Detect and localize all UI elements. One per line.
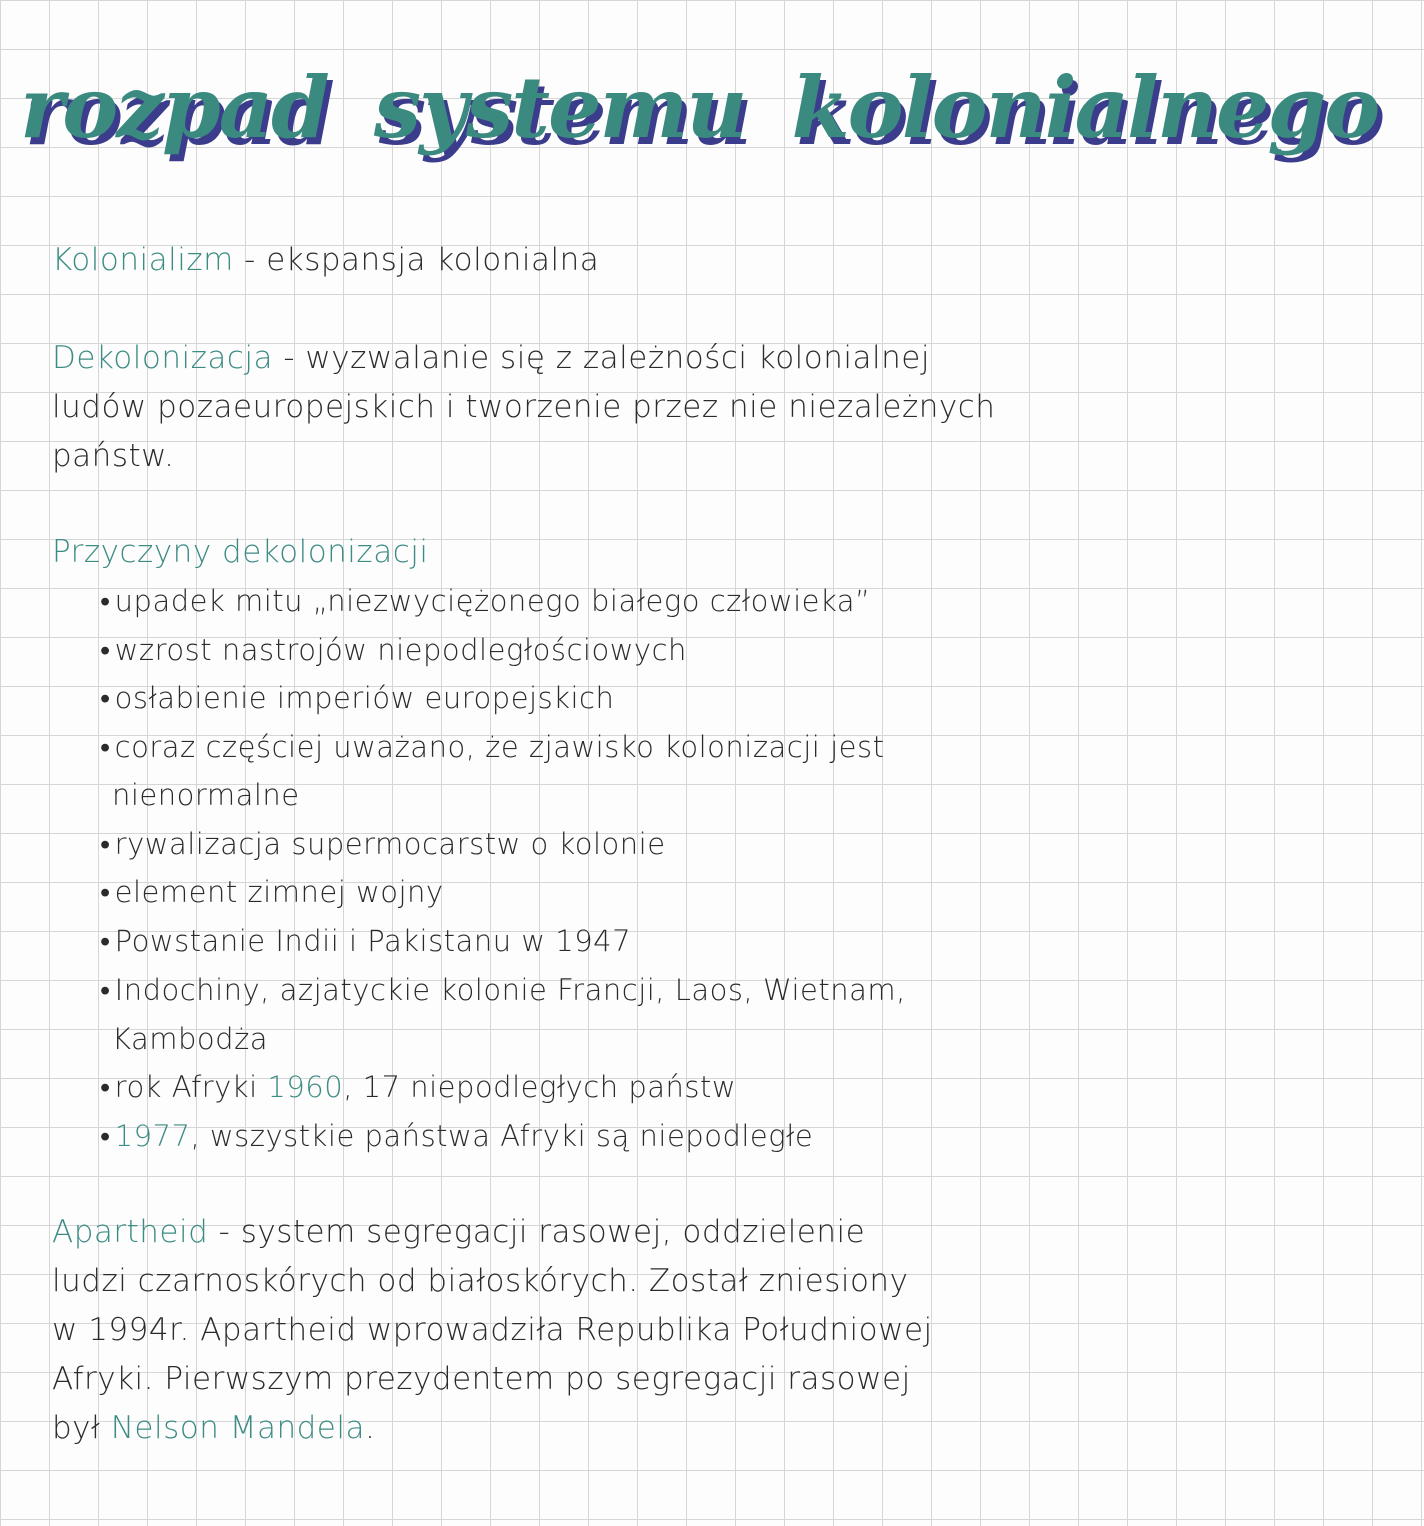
- list-item: • Powstanie Indii i Pakistanu w 1947: [100, 924, 632, 958]
- bullet-text: Powstanie Indii i Pakistanu w 1947: [114, 924, 632, 958]
- apartheid-text-post: .: [364, 1410, 376, 1446]
- list-item: • wzrost nastrojów niepodległościowych: [100, 633, 687, 667]
- year-1977: 1977: [114, 1119, 191, 1153]
- bullet-text: rywalizacja supermocarstw o kolonie: [114, 827, 666, 861]
- bullet-text: Indochiny, azjatyckie kolonie Francji, Laos, Wietnam,: [114, 973, 906, 1007]
- apartheid-text-pre: był: [52, 1410, 101, 1446]
- definition-apartheid-line2: ludzi czarnoskórych od białoskórych. Został zniesiony: [52, 1263, 909, 1299]
- name-nelson-mandela: Nelson Mandela: [110, 1410, 365, 1446]
- term-dekolonizacja: Dekolonizacja: [52, 340, 274, 376]
- przyczyny-heading: Przyczyny dekolonizacji: [52, 534, 429, 570]
- term-kolonializm: Kolonializm: [52, 242, 234, 278]
- list-item: • upadek mitu „niezwyciężonego białego człowieka”: [100, 584, 871, 618]
- list-item: • rywalizacja supermocarstw o kolonie: [100, 827, 666, 861]
- definition-kolonializm: [52, 236, 599, 285]
- definition-dekolonizacja-line1: [52, 334, 930, 383]
- page-title: [20, 58, 1379, 157]
- bullet-text: upadek mitu „niezwyciężonego białego człowieka”: [114, 584, 871, 618]
- bullet-text: , 17 niepodległych państw: [343, 1070, 737, 1104]
- definition-dekolonizacja-line3: państw.: [52, 438, 175, 474]
- bullet-text: element zimnej wojny: [114, 875, 444, 909]
- bullet-text: rok Afryki: [114, 1070, 258, 1104]
- title-word-rozpad: rozpad: [20, 58, 328, 157]
- bullet-text: coraz częściej uważano, że zjawisko kolonizacji jest: [114, 730, 885, 764]
- definition-apartheid-line4: Afryki. Pierwszym prezydentem po segregacji rasowej: [52, 1361, 911, 1397]
- list-item: • osłabienie imperiów europejskich: [100, 681, 615, 715]
- year-1960: 1960: [267, 1070, 344, 1104]
- definition-apartheid-line5: [52, 1404, 375, 1453]
- list-item: • element zimnej wojny: [100, 875, 444, 909]
- definition-apartheid-line1: [52, 1208, 865, 1257]
- title-word-kolonialnego: kolonialnego: [791, 58, 1379, 157]
- definition-apartheid-text1: - system segregacji rasowej, oddzielenie: [218, 1214, 866, 1250]
- list-item: • 1977, wszystkie państwa Afryki są niepodległe: [100, 1119, 814, 1153]
- definition-dekolonizacja-line2: ludów pozaeuropejskich i tworzenie przez nie niezależnych: [52, 389, 996, 425]
- list-item: • coraz częściej uważano, że zjawisko kolonizacji jest: [100, 730, 885, 764]
- definition-apartheid-line3: w 1994r. Apartheid wprowadziła Republika Południowej: [52, 1312, 933, 1348]
- list-item-continuation: Kambodża: [112, 1022, 269, 1056]
- bullet-text: , wszystkie państwa Afryki są niepodległe: [190, 1119, 814, 1153]
- list-item-continuation: nienormalne: [112, 778, 300, 812]
- term-apartheid: Apartheid: [52, 1214, 209, 1250]
- bullet-text: wzrost nastrojów niepodległościowych: [114, 633, 687, 667]
- title-word-systemu: systemu: [373, 58, 746, 157]
- list-item: • rok Afryki 1960, 17 niepodległych państw: [100, 1070, 737, 1104]
- definition-dekolonizacja-text1: - wyzwalanie się z zależności kolonialnej: [283, 340, 930, 376]
- list-item: • Indochiny, azjatyckie kolonie Francji, Laos, Wietnam,: [100, 973, 906, 1007]
- bullet-text: osłabienie imperiów europejskich: [114, 681, 615, 715]
- definition-kolonializm-text: - ekspansja kolonialna: [244, 242, 600, 278]
